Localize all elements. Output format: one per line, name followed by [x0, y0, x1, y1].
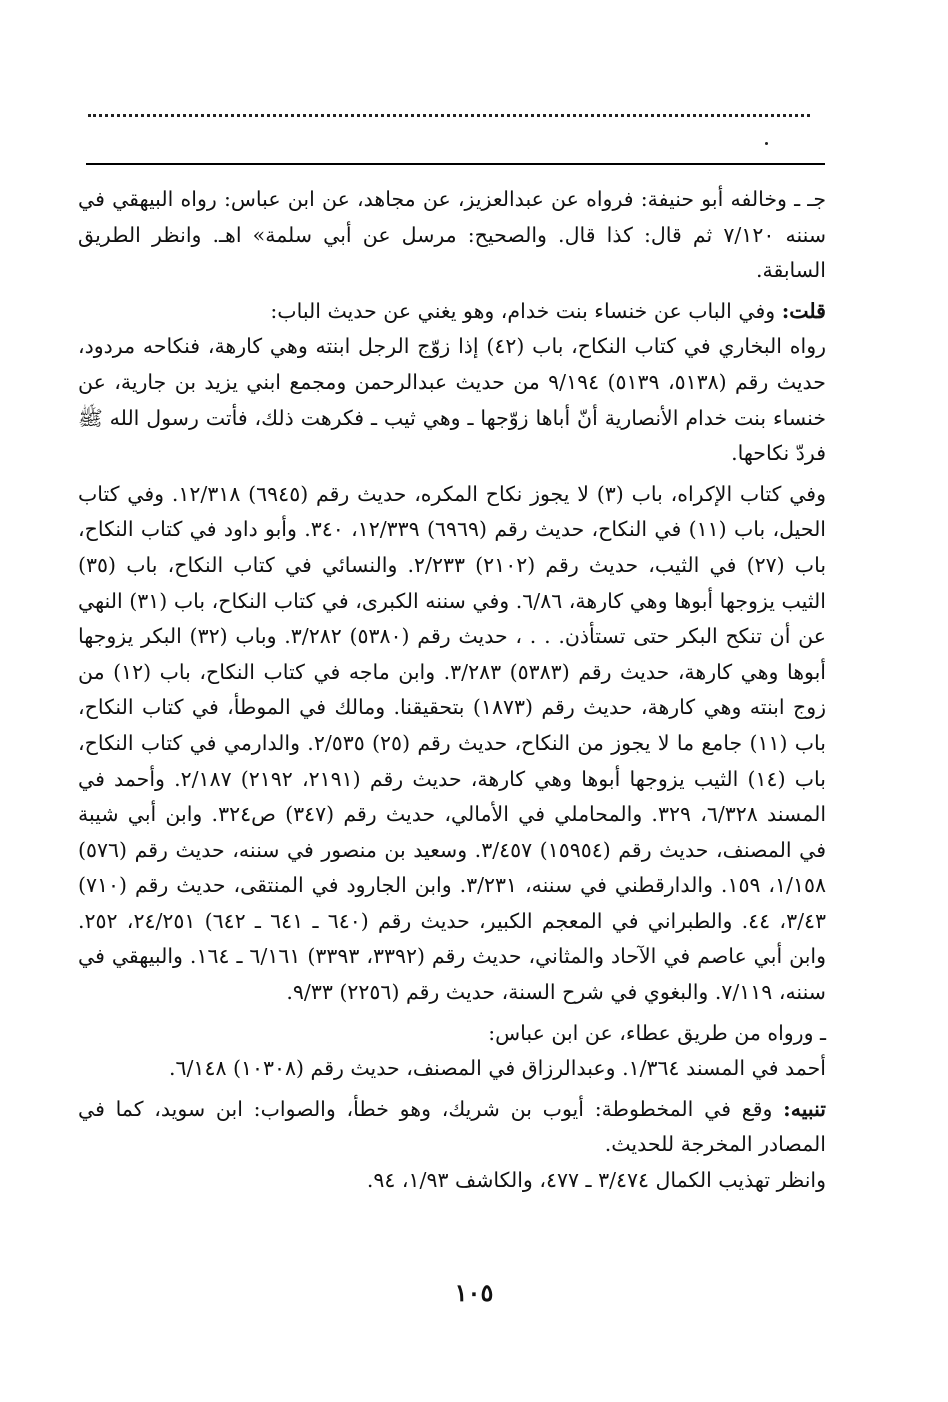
note-text: وقع في المخطوطة: أيوب بن شريك، وهو خطأ، والصواب: ابن سويد، كما في المصادر المخرجة للحديث. — [78, 1096, 826, 1157]
footnote-paragraph: رواه البخاري في كتاب النكاح، باب (٤٢) إذا زوّج الرجل ابنته وهي كارهة، فنكاحه مردود، حديث رقم (٥١٣٨، ٥١٣٩) ٩/١٩٤ من حديث عبدالرحمن ومجمع ابني يزيد بن جارية، عن خنساء بنت خدام الأنصارية أنّ أباها زوّجها ـ وهي ثيب ـ فكرهت ذلك، فأتت رسول الله ﷺ فردّ نكاحها. — [78, 334, 826, 466]
note-lead: تنبيه: — [783, 1096, 826, 1121]
footnote-paragraph — [78, 294, 826, 330]
footnote-paragraph: ـ ورواه من طريق عطاء، عن ابن عباس: — [488, 1020, 826, 1045]
note-lead: قلت: — [781, 298, 826, 323]
footnote-paragraph — [78, 1092, 826, 1163]
footnote-paragraph: جـ ـ وخالفه أبو حنيفة: فرواه عن عبدالعزيز، عن مجاهد، عن ابن عباس: رواه البيهقي في سننه ٧/١٢٠ ثم قال: كذا قال. والصحيح: مرسل عن أبي سلمة» اهـ. وانظر الطريق السابقة. — [78, 187, 826, 283]
dotted-separator — [88, 114, 810, 117]
footnotes-block — [78, 182, 826, 1199]
note-text: وفي الباب عن خنساء بنت خدام، وهو يغني عن حديث الباب: — [270, 298, 782, 323]
footnote-paragraph: وفي كتاب الإكراه، باب (٣) لا يجوز نكاح المكره، حديث رقم (٦٩٤٥) ١٢/٣١٨. وفي كتاب الحيل، باب (١١) في النكاح، حديث رقم (٦٩٦٩) ١٢/٣٣٩، ٣٤٠. وأبو داود في كتاب النكاح، باب (٢٧) في الثيب، حديث رقم (٢١٠٢) ٢/٢٣٣. والنسائي في كتاب النكاح، باب (٣٥) الثيب يزوجها أبوها وهي كارهة، ٦/٨٦. وفي سننه الكبرى، في كتاب النكاح، باب (٣١) النهي عن أن تنكح البكر حتى تستأذن. . . ، حديث رقم (٥٣٨٠) ٣/٢٨٢. وباب (٣٢) البكر يزوجها أبوها وهي كارهة، حديث رقم (٥٣٨٣) ٣/٢٨٣. وابن ماجه في كتاب النكاح، باب (١٢) من زوج ابنته وهي كارهة، حديث رقم (١٨٧٣) بتحقيقنا. ومالك في الموطأ، في كتاب النكاح، باب (١١) جامع ما لا يجوز من النكاح، حديث رقم (٢٥) ٢/٥٣٥. والدارمي في كتاب النكاح، باب (١٤) الثيب يزوجها أبوها وهي كارهة، حديث رقم (٢١٩١، ٢١٩٢) ٢/١٨٧. وأحمد في المسند ٦/٣٢٨، ٣٢٩. والمحاملي في الأمالي، حديث رقم (٣٤٧) ص٣٢٤. وابن أبي شيبة في المصنف، حديث رقم (١٥٩٥٤) ٣/٤٥٧. وسعيد بن منصور في سننه، حديث رقم (٥٧٦) ١/١٥٨، ١٥٩. والدارقطني في سننه، ٣/٢٣١. وابن الجارود في المنتقى، حديث رقم (٧١٠) ٣/٤٣، ٤٤. والطبراني في المعجم الكبير، حديث رقم (٦٤٠ ـ ٦٤١ ـ ٦٤٢) ٢٤/٢٥١، ٢٥٢. وابن أبي عاصم في الآحاد والمثاني، حديث رقم (٣٣٩٢، ٣٣٩٣) ٦/١٦١ ـ ١٦٤. والبيهقي في سننه، ٧/١١٩. والبغوي في شرح السنة، حديث رقم (٢٢٥٦) ٩/٣٣. — [78, 481, 827, 1005]
footnote-paragraph: أحمد في المسند ١/٣٦٤. وعبدالرزاق في المصنف، حديث رقم (١٠٣٠٨) ٦/١٤٨. — [168, 1056, 826, 1081]
page-number: ١٠٥ — [454, 1278, 494, 1307]
footnote-rule — [86, 163, 825, 165]
footnote-paragraph: وانظر تهذيب الكمال ٣/٤٧٤ ـ ٤٧٧، والكاشف ١/٩٣، ٩٤. — [366, 1168, 826, 1193]
separator-dot — [765, 142, 768, 145]
